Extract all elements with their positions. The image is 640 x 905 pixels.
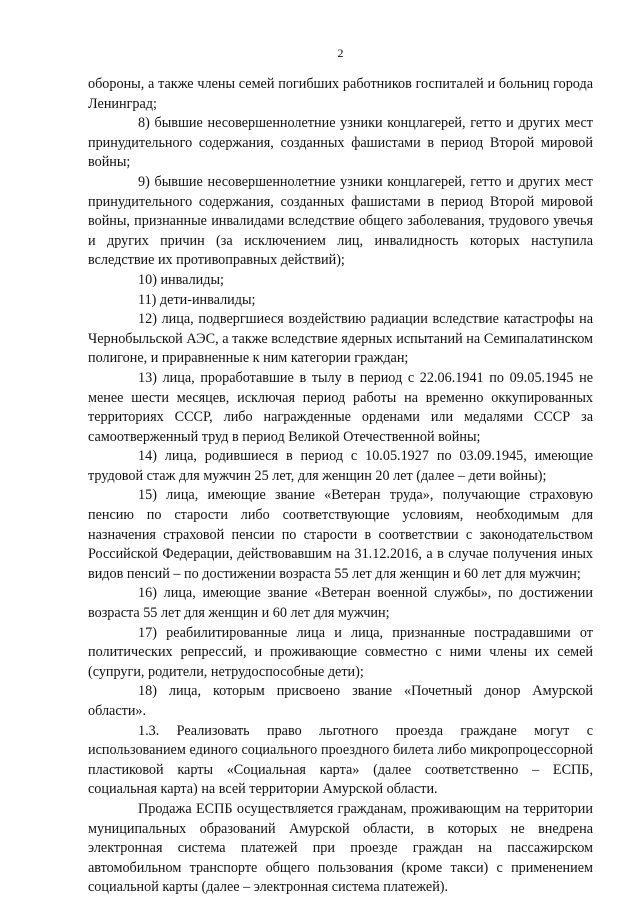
list-item-8: 8) бывшие несовершеннолетние узники концлагерей, гетто и других мест принудительного содержания, созданных фашистами в период Второй мировой войны; (88, 115, 593, 171)
list-item-11: 11) дети-инвалиды; (138, 291, 256, 308)
section-1-3: 1.3. Реализовать право льготного проезда граждане могут с использованием единого социального проездного билета либо микропроцессорной пластиковой карты «Социальная карта» (далее соответственно – ЕСПБ, социальная карта) на всей территории Амурской области. (88, 722, 593, 798)
list-item-13: 13) лица, проработавшие в тылу в период с 22.06.1941 по 09.05.1945 не менее шести месяцев, исключая период работы на временно оккупированных территориях СССР, либо награжденные орденами или медалями СССР за самоотверженный труд в период Великой Отечественной войны; (88, 369, 593, 445)
list-item-18: 18) лица, которым присвоено звание «Почетный донор Амурской области». (88, 683, 593, 719)
paragraph-espb-sales: Продажа ЕСПБ осуществляется гражданам, проживающим на территории муниципальных образований Амурской области, в которых не внедрена электронная система платежей при проезде граждан на пассажирском автомобильном транспорте общего пользования (кроме такси) с применением социальной карты (далее – электронная система платежей). (88, 800, 593, 896)
list-item-10: 10) инвалиды; (138, 271, 224, 288)
paragraph-continuation: обороны, а также члены семей погибших работников госпиталей и больниц города Ленинград; (88, 76, 593, 112)
list-item-16: 16) лица, имеющие звание «Ветеран военной службы», по достижении возраста 55 лет для женщин и 60 лет для мужчин; (88, 585, 593, 622)
page-number: 2 (337, 46, 344, 60)
list-item-12: 12) лица, подвергшиеся воздействию радиации вследствие катастрофы на Чернобыльской АЭС, а также вследствие ядерных испытаний на Семипалатинском полигоне, и приравненные к ним категории граждан; (88, 311, 593, 367)
list-item-15: 15) лица, имеющие звание «Ветеран труда», получающие страховую пенсию по старости либо соответствующие условиям, необходимым для назначения страховой пенсии по старости в соответствии с законодательством Российской Федерации, действовавшим на 31.12.2016, а в случае получения иных видов пенсий – по достижении возраста 55 лет для женщин и 60 лет для мужчин; (88, 487, 593, 582)
list-item-17: 17) реабилитированные лица и лица, признанные пострадавшими от политических репрессий, и проживающие совместно с ними члены их семей (супруги, родители, нетрудоспособные дети); (88, 624, 593, 680)
list-item-9: 9) бывшие несовершеннолетние узники концлагерей, гетто и других мест принудительного содержания, созданных фашистами в период Второй мировой войны, признанные инвалидами вследствие общего заболевания, трудового увечья и других причин (за исключением лиц, инвалидность которых наступила вследствие их противоправных действий); (88, 173, 593, 269)
list-item-14: 14) лица, родившиеся в период с 10.05.1927 по 03.09.1945, имеющие трудовой стаж для мужчин 25 лет, для женщин 20 лет (далее – дети войны); (88, 448, 593, 484)
document-body (88, 75, 593, 898)
